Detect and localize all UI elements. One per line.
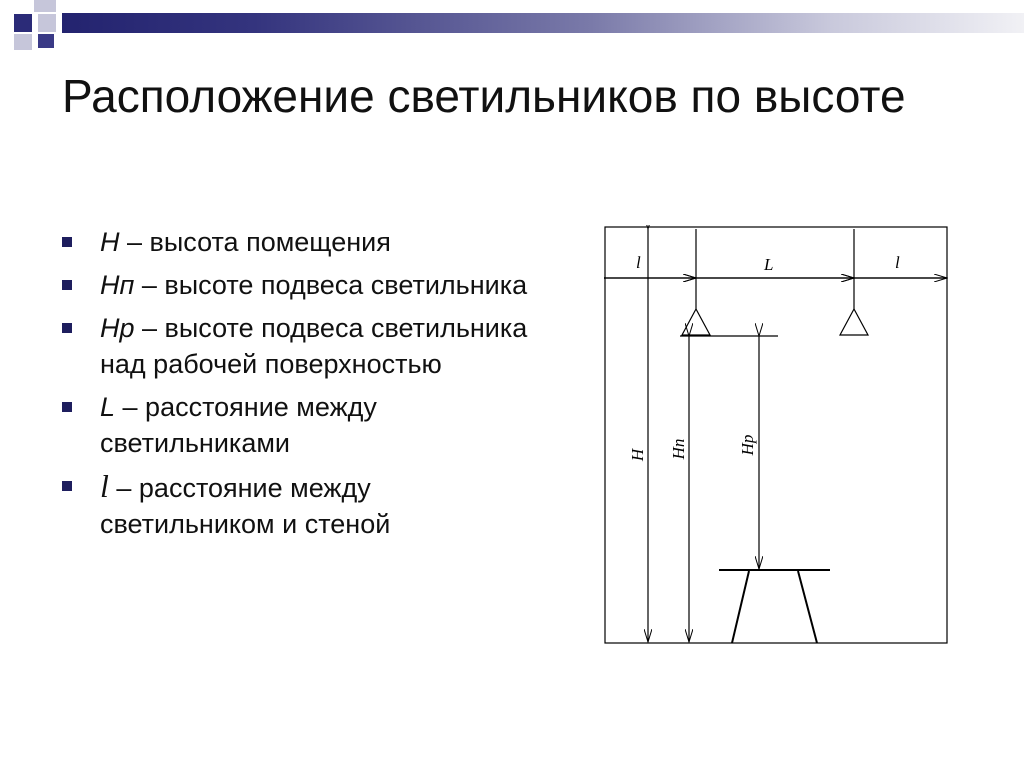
- bullet-text: – высоте подвеса светильника над рабочей поверхностью: [100, 313, 528, 379]
- luminaire-left: [682, 309, 710, 335]
- luminaire-right: [840, 309, 868, 335]
- bullet-text: – расстояние между светильником и стеной: [100, 473, 391, 539]
- bullet-item: [62, 310, 532, 382]
- bullet-item: [62, 224, 532, 260]
- bullet-item: [62, 267, 532, 303]
- header-gradient-bar: [62, 13, 1024, 33]
- bullet-item: [62, 389, 532, 461]
- decor-square-light: [14, 34, 32, 50]
- label-l-right: l: [895, 253, 900, 272]
- decor-square-light: [38, 14, 56, 32]
- decor-square-dark: [38, 34, 54, 48]
- slide-title: Расположение светильников по высоте: [62, 70, 906, 122]
- bullet-symbol: Hр: [100, 313, 135, 343]
- bullet-symbol: H: [100, 227, 120, 257]
- bullet-symbol: l: [100, 468, 109, 504]
- label-Hp: Hр: [738, 434, 757, 456]
- decor-square-light: [34, 0, 56, 12]
- bullet-square-icon: [62, 280, 72, 290]
- bullet-list: [62, 224, 532, 549]
- bullet-text: – расстояние между светильниками: [100, 392, 377, 458]
- bullet-text: – высота помещения: [119, 227, 391, 257]
- bullet-square-icon: [62, 402, 72, 412]
- luminaire-height-diagram: [604, 225, 949, 645]
- header-decoration: [0, 0, 1024, 50]
- bullet-item: [62, 468, 532, 542]
- table-leg: [732, 571, 749, 643]
- bullet-symbol: L: [100, 392, 116, 422]
- decor-square-dark: [14, 14, 32, 32]
- label-L: L: [764, 255, 774, 274]
- label-l-left: l: [636, 253, 641, 272]
- room-outline: [605, 227, 947, 643]
- table-leg: [798, 571, 817, 643]
- bullet-text: – высоте подвеса светильника: [134, 270, 528, 300]
- bullet-square-icon: [62, 323, 72, 333]
- label-H: H: [628, 448, 647, 462]
- bullet-square-icon: [62, 481, 72, 491]
- bullet-square-icon: [62, 237, 72, 247]
- bullet-symbol: Hп: [100, 270, 135, 300]
- label-Hn: Hп: [669, 438, 688, 460]
